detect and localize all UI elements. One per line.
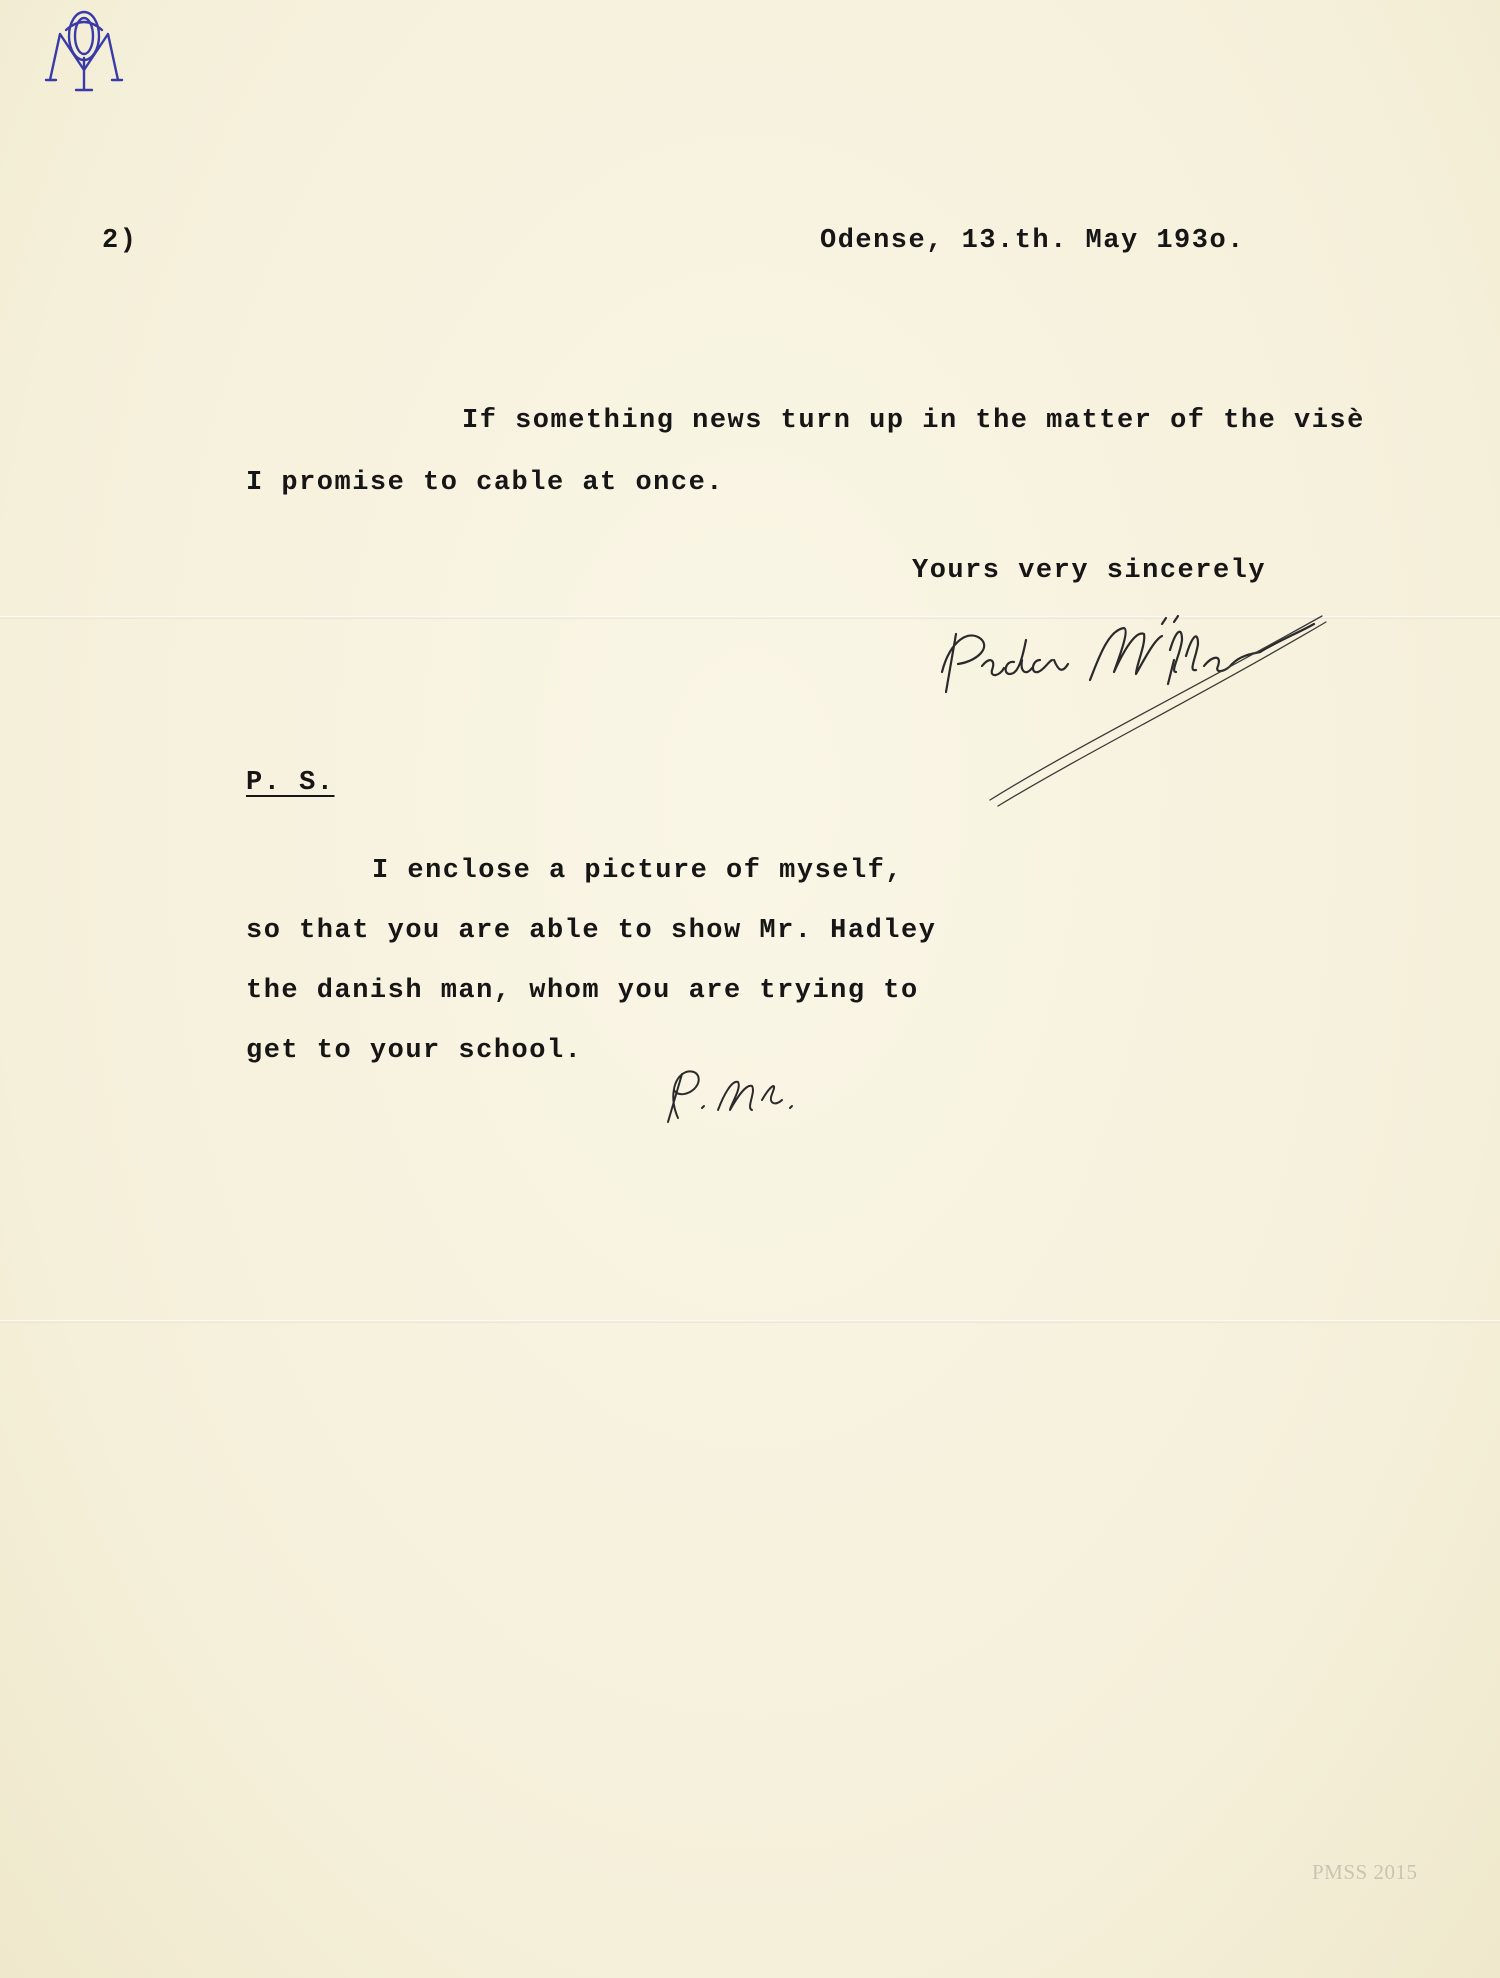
archive-watermark: PMSS 2015: [1312, 1860, 1418, 1884]
ps-line-1: I enclose a picture of myself,: [372, 856, 904, 886]
letterhead-monogram-logo: [44, 6, 124, 96]
closing: Yours very sincerely: [912, 556, 1267, 586]
body-line-1: If something news turn up in the matter of the visè: [462, 406, 1365, 436]
page-number: 2): [102, 226, 138, 256]
ps-line-3: the danish man, whom you are trying to: [246, 976, 919, 1006]
dateline: Odense, 13.th. May 193o.: [820, 226, 1245, 256]
paper-fold-lower: [0, 1320, 1500, 1323]
ps-line-4: get to your school.: [246, 1036, 583, 1066]
ps-heading: P. S.: [246, 768, 335, 798]
body-line-2: I promise to cable at once.: [246, 468, 724, 498]
ps-line-2: so that you are able to show Mr. Hadley: [246, 916, 937, 946]
handwritten-signature: [930, 600, 1330, 820]
handwritten-initials: [660, 1060, 820, 1130]
